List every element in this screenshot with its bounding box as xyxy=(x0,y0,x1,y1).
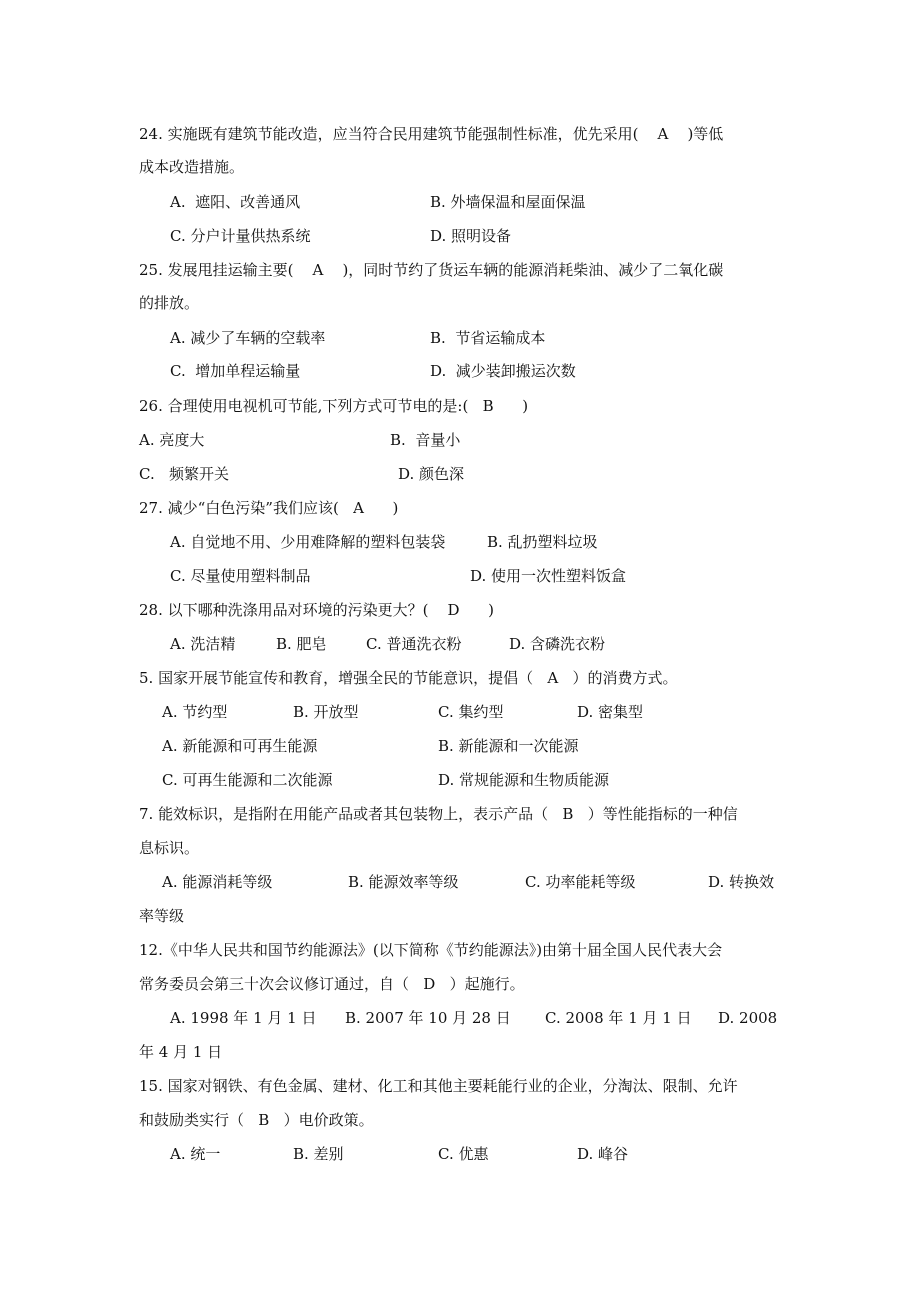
q24-option-b: B. 外墙保温和屋面保温 xyxy=(430,193,586,211)
q24-option-d: D. 照明设备 xyxy=(430,227,512,245)
q26-option-a: A. 亮度大 xyxy=(139,431,205,449)
q7-stem: 7. 能效标识，是指附在用能产品或者其包装物上，表示产品（ B ）等性能指标的一种信 xyxy=(139,805,738,823)
q27-option-c: C. 尽量使用塑料制品 xyxy=(170,567,311,585)
extra-option-d: D. 常规能源和生物质能源 xyxy=(438,771,610,789)
q26-option-c: C. 频繁开关 xyxy=(139,465,230,483)
q28-stem: 28. 以下哪种洗涤用品对环境的污染更大？( D ) xyxy=(139,601,495,619)
q24-option-c: C. 分户计量供热系统 xyxy=(170,227,311,245)
q26-option-d: D. 颜色深 xyxy=(398,465,465,483)
q7-stem-cont: 息标识。 xyxy=(139,839,200,857)
q25-option-b: B. 节省运输成本 xyxy=(430,329,546,347)
q15-option-d: D. 峰谷 xyxy=(577,1145,629,1163)
q25-option-d: D. 减少装卸搬运次数 xyxy=(430,362,576,380)
q12-option-c: C. 2008 年 1 月 1 日 xyxy=(545,1009,692,1027)
q24-stem: 24. 实施既有建筑节能改造，应当符合民用建筑节能强制性标准，优先采用( A )等低 xyxy=(139,125,724,143)
q27-option-d: D. 使用一次性塑料饭盒 xyxy=(470,567,627,585)
q28-option-c: C. 普通洗衣粉 xyxy=(366,635,462,653)
q28-option-a: A. 洗洁精 xyxy=(170,635,236,653)
q27-option-b: B. 乱扔塑料垃圾 xyxy=(487,533,598,551)
q15-option-a: A. 统一 xyxy=(170,1145,221,1163)
q24-option-a: A. 遮阳、改善通风 xyxy=(170,193,301,211)
q7-option-c: C. 功率能耗等级 xyxy=(525,873,636,891)
extra-option-b: B. 新能源和一次能源 xyxy=(438,737,579,755)
q12-stem-cont: 常务委员会第三十次会议修订通过，自（ D ）起施行。 xyxy=(139,975,525,993)
q12-stem: 12.《中华人民共和国节约能源法》(以下简称《节约能源法》)由第十届全国人民代表大会 xyxy=(139,941,723,959)
q7-option-b: B. 能源效率等级 xyxy=(348,873,459,891)
q7-option-a: A. 能源消耗等级 xyxy=(162,873,273,891)
q7-option-d: D. 转换效 xyxy=(708,873,775,891)
q15-option-b: B. 差别 xyxy=(293,1145,344,1163)
q12-option-b: B. 2007 年 10 月 28 日 xyxy=(345,1009,511,1027)
q12-option-a: A. 1998 年 1 月 1 日 xyxy=(170,1009,317,1027)
q25-stem-cont: 的排放。 xyxy=(139,294,200,312)
q28-option-d: D. 含磷洗衣粉 xyxy=(509,635,606,653)
q5-option-c: C. 集约型 xyxy=(438,703,504,721)
q27-option-a: A. 自觉地不用、少用难降解的塑料包装袋 xyxy=(170,533,446,551)
q28-option-b: B. 肥皂 xyxy=(276,635,327,653)
q12-option-d: D. 2008 xyxy=(718,1009,778,1027)
q5-option-d: D. 密集型 xyxy=(577,703,644,721)
q15-option-c: C. 优惠 xyxy=(438,1145,489,1163)
q26-option-b: B. 音量小 xyxy=(390,431,461,449)
extra-option-c: C. 可再生能源和二次能源 xyxy=(162,771,333,789)
q12-option-d-cont: 年 4 月 1 日 xyxy=(139,1043,223,1061)
q25-option-c: C. 增加单程运输量 xyxy=(170,362,301,380)
q5-stem: 5. 国家开展节能宣传和教育，增强全民的节能意识，提倡（ A ）的消费方式。 xyxy=(139,669,678,687)
q24-stem-cont: 成本改造措施。 xyxy=(139,158,245,176)
q26-stem: 26. 合理使用电视机可节能,下列方式可节电的是:( B ) xyxy=(139,397,529,415)
q15-stem: 15. 国家对钢铁、有色金属、建材、化工和其他主要耗能行业的企业，分淘汰、限制、允许 xyxy=(139,1077,738,1095)
q15-stem-cont: 和鼓励类实行（ B ）电价政策。 xyxy=(139,1111,374,1129)
q25-option-a: A. 减少了车辆的空载率 xyxy=(170,329,326,347)
extra-option-a: A. 新能源和可再生能源 xyxy=(162,737,318,755)
q5-option-a: A. 节约型 xyxy=(162,703,228,721)
q5-option-b: B. 开放型 xyxy=(293,703,359,721)
q7-option-d-cont: 率等级 xyxy=(139,907,185,925)
q27-stem: 27. 减少“白色污染”我们应该( A ) xyxy=(139,499,399,517)
q25-stem: 25. 发展甩挂运输主要( A )，同时节约了货运车辆的能源消耗柴油、减少了二氧化碳 xyxy=(139,261,724,279)
